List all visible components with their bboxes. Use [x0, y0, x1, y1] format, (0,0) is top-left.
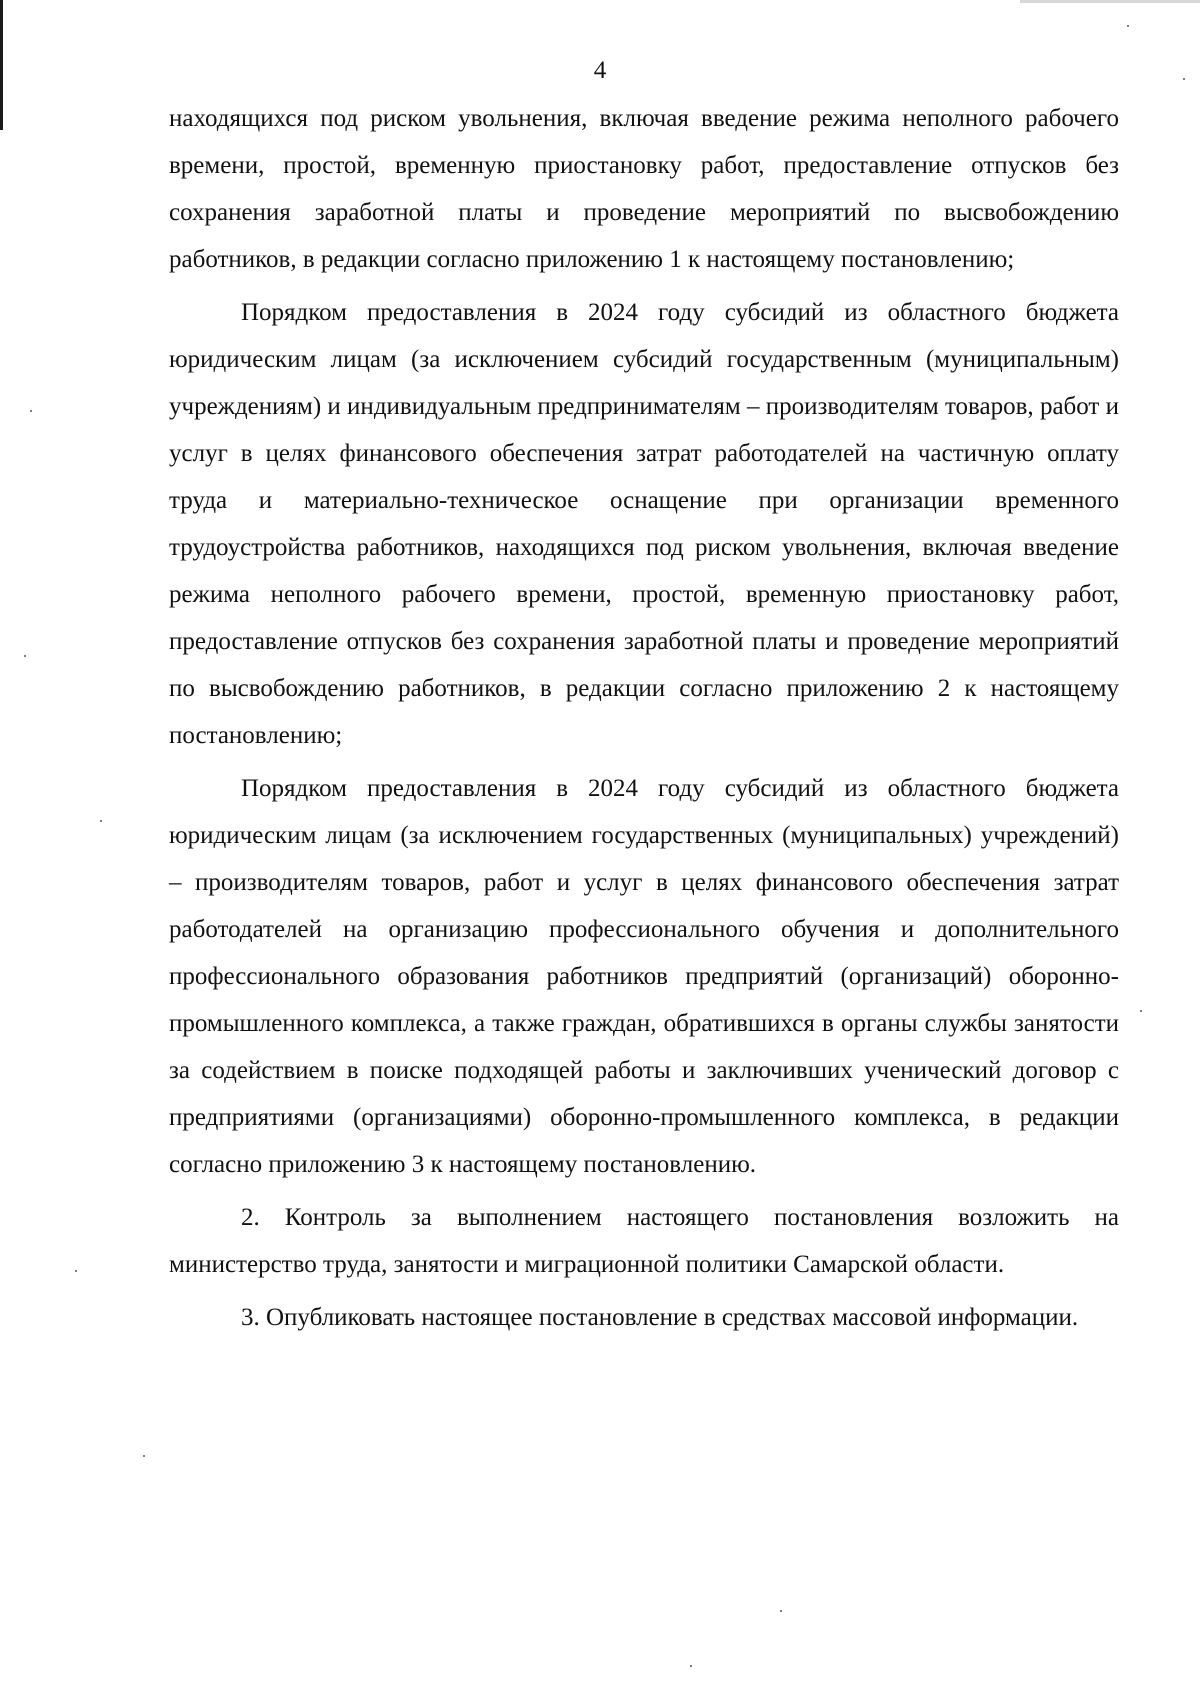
- paragraph-order-2: Порядком предоставления в 2024 году субсидий из областного бюджета юридическим лицам (за исключением субсидий государственным (муниципальным) учреждениям) и индивидуальным предпринимателям – производителям товаров, работ и услуг в целях финансового обеспечения затрат работодателей на частичную оплату труда и материально-техническое оснащение при организации временного трудоустройства работников, находящихся под риском увольнения, включая введение режима неполного рабочего времени, простой, временную приостановку работ, предоставление отпусков без сохранения заработной платы и проведение мероприятий по высвобождению работников, в редакции согласно приложению 2 к настоящему постановлению;: [169, 299, 1119, 749]
- scan-speck: [690, 1665, 692, 1667]
- scan-speck: [100, 820, 102, 822]
- paragraph-item-3: 3. Опубликовать настоящее постановление в средствах массовой информации.: [241, 1304, 1079, 1331]
- scan-speck: [1140, 1010, 1142, 1012]
- paragraph-order-3: Порядком предоставления в 2024 году субсидий из областного бюджета юридическим лицам (за исключением государственных (муниципальных) учреждений) – производителям товаров, работ и услуг в целях финансового обеспечения затрат работодателей на организацию профессионального обучения и дополнительного профессионального образования работников предприятий (организаций) оборонно-промышленного комплекса, а также граждан, обратившихся в органы службы занятости за содействием в поиске подходящей работы и заключивших ученический договор с предприятиями (организациями) оборонно-промышленного комплекса, в редакции согласно приложению 3 к настоящему постановлению.: [169, 775, 1119, 1178]
- scan-speck: [30, 410, 32, 412]
- paragraph-item-2: 2. Контроль за выполнением настоящего постановления возложить на министерство труда, занятости и миграционной политики Самарской области.: [169, 1204, 1119, 1278]
- scan-speck: [143, 1455, 145, 1457]
- scan-corner-mark: [1020, 0, 1200, 3]
- page-number: 4: [593, 57, 607, 84]
- scan-speck: [75, 1270, 77, 1272]
- paragraph-continuation: находящихся под риском увольнения, включая введение режима неполного рабочего времени, простой, временную приостановку работ, предоставление отпусков без сохранения заработной платы и проведение мероприятий по высвобождению работников, в редакции согласно приложению 1 к настоящему постановлению;: [169, 105, 1119, 273]
- document-body: [169, 95, 1119, 1347]
- scan-speck: [24, 655, 26, 657]
- scan-speck: [1183, 78, 1185, 80]
- scan-speck: [780, 1610, 782, 1612]
- scan-speck: [1127, 25, 1129, 27]
